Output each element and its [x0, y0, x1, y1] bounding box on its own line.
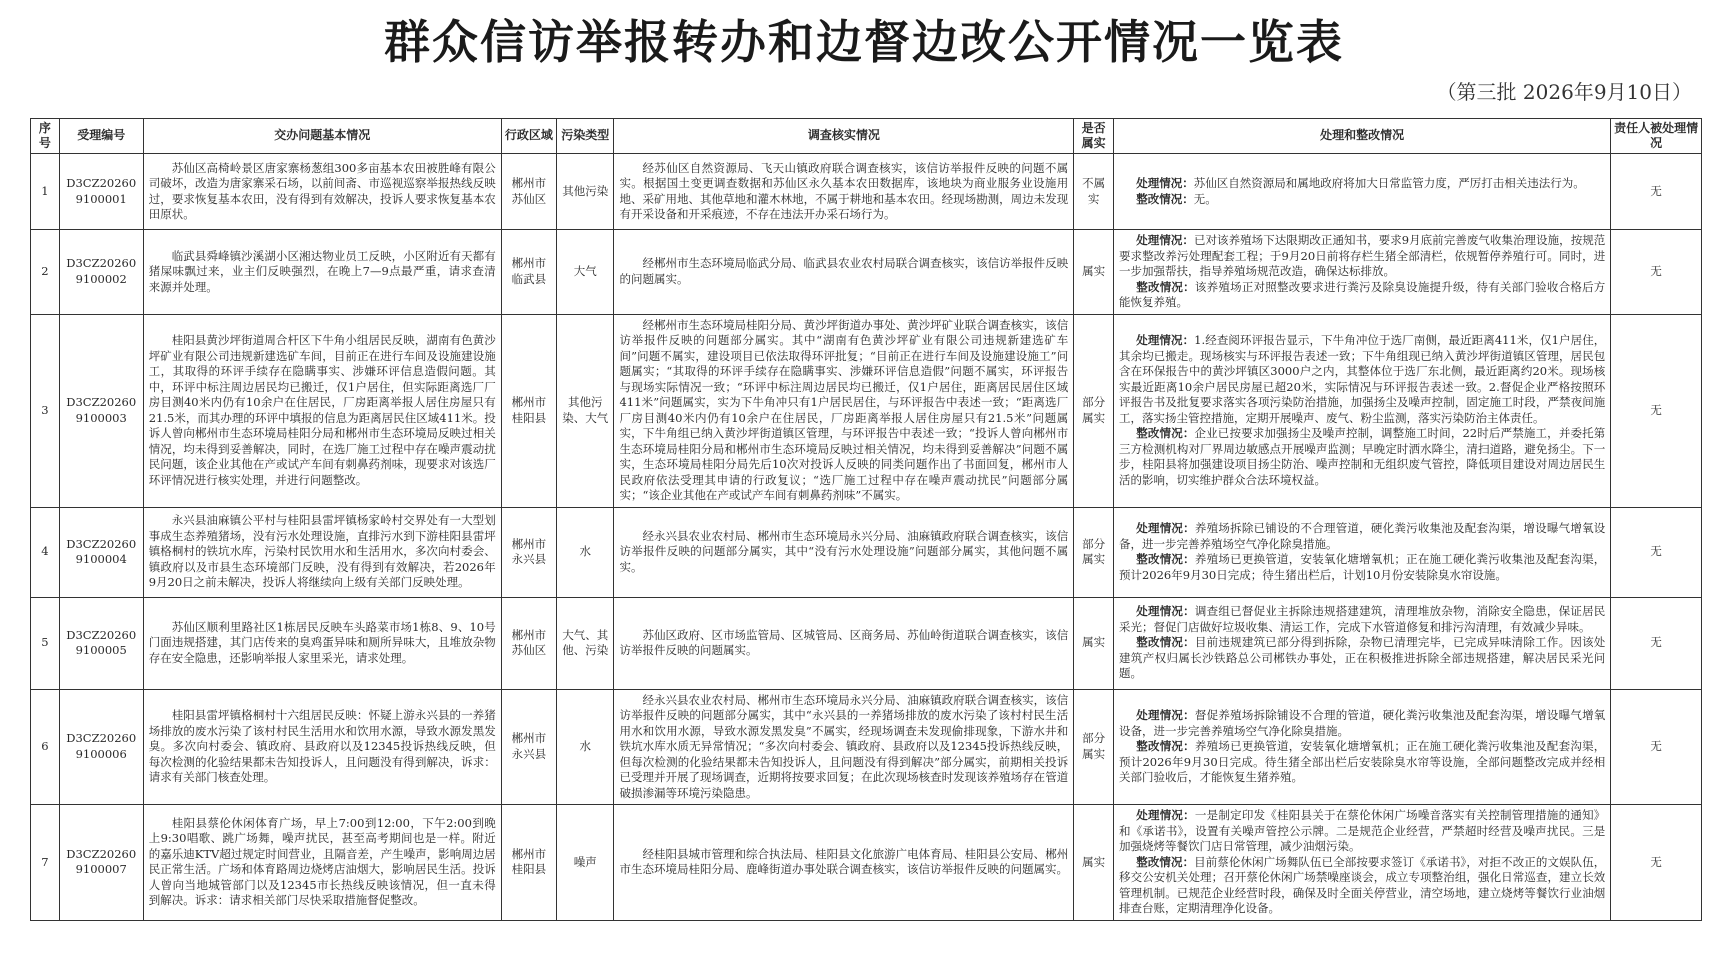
row-code: D3CZ202609100006	[59, 689, 143, 805]
row-pollution: 其他污染、大气	[557, 314, 614, 507]
rectify-label: 整改情况：	[1136, 426, 1195, 440]
row-pollution: 大气	[557, 230, 614, 315]
row-handling	[1113, 314, 1610, 507]
row-seq: 2	[31, 230, 60, 315]
handling-text: 1.经查阅环评报告显示，下牛角冲位于选厂南侧，最近距离411米，仅1户居住，其余均已搬走。现场核实与环评报告表述一致；下牛角组现已纳入黄沙坪街道镇区管理，居民包含在环保报告中的黄沙坪镇区3000户之内，其整体位于选厂东北侧，最近距离约20米。现场核实最近距离10余户居民房屋已超20米，实际情况与环评报告表述一致。2.督促企业严格按照环评报告书及批复要求落实各项污染防治措施，加强扬尘及噪声控制，固定施工时段，严禁夜间施工，落实扬尘管控措施，定期开展噪声、废气、粉尘监测，落实污染防治主体责任。	[1118, 333, 1606, 425]
row-verified: 属实	[1074, 230, 1114, 315]
rectify-label: 整改情况：	[1136, 552, 1195, 566]
row-verified: 部分属实	[1074, 689, 1114, 805]
row-pollution: 水	[557, 507, 614, 597]
row-investigation: 经永兴县农业农村局、郴州市生态环境局永兴分局、油麻镇政府联合调查核实，该信访举报件反映的问题部分属实，其中“没有污水处理设施”问题部分属实，其他问题不属实。	[614, 507, 1074, 597]
rectify-label: 整改情况：	[1136, 279, 1195, 294]
row-district: 郴州市桂阳县	[501, 805, 556, 921]
row-responsible: 无	[1611, 314, 1702, 507]
row-seq: 3	[31, 314, 60, 507]
row-district: 郴州市永兴县	[501, 507, 556, 597]
table-row	[31, 805, 1702, 921]
rectify-text: 目前违规建筑已部分得到拆除，杂物已清理完毕，已完成异味清除工作。因该处建筑产权归属长沙铁路总公司郴铁办事处，正在积极推进拆除全部违规搭建，解决居民采光问题。	[1118, 635, 1606, 681]
header-code: 受理编号	[59, 119, 143, 154]
row-pollution: 大气、其他、污染	[557, 597, 614, 689]
row-seq: 1	[31, 154, 60, 230]
header-pollution: 污染类型	[557, 119, 614, 154]
row-problem: 桂阳县蔡伦休闲体育广场，早上7:00到12:00，下午2:00到晚上9:30唱歌、跳广场舞，噪声扰民，甚至高考期间也是一样。附近的嘉乐迪KTV超过规定时间营业，且隔音差，产生噪声，影响周边居民正常生活。广场和体育路周边烧烤店油烟大，影响居民生活。投诉人曾向当地城管部门以及12345市长热线反映该情况，但一直未得到解决。诉求：请求相关部门尽快采取措施督促整改。	[143, 805, 501, 921]
rectify-text: 企业已按要求加强扬尘及噪声控制，调整施工时间，22时后严禁施工，并委托第三方检测机构对厂界周边敏感点开展噪声监测；早晚定时洒水降尘，清扫道路，避免扬尘。下一步，桂阳县将加强建设项目扬尘防治、噪声控制和无组织废气管控，降低项目建设对周边居民生活的影响，切实维护群众合法环境权益。	[1118, 426, 1606, 487]
row-pollution: 水	[557, 689, 614, 805]
row-handling	[1113, 507, 1610, 597]
row-code: D3CZ202609100003	[59, 314, 143, 507]
row-verified: 属实	[1074, 805, 1114, 921]
handling-label: 处理情况：	[1136, 333, 1195, 347]
row-responsible: 无	[1611, 230, 1702, 315]
header-seq: 序号	[31, 119, 60, 154]
header-responsible: 责任人被处理情况	[1611, 119, 1702, 154]
row-investigation: 经永兴县农业农村局、郴州市生态环境局永兴分局、油麻镇政府联合调查核实，该信访举报件反映的问题部分属实，其中“永兴县的一养猪场排放的废水污染了该村村民生活用水和饮用水源，导致水源发黑发臭”不属实，经现场调查未发现偷排现象，下游水井和铁坑水库水质无异常情况；“多次向村委会、镇政府、县政府以及12345投诉热线反映，但每次检测的化验结果都未告知投诉人，且问题没有得到解决”部分属实，前期相关投诉已受理并开展了现场调查，近期将按要求回复；在此次现场核查时发现该养殖场存在管道破损渗漏等环境污染隐患。	[614, 689, 1074, 805]
rectify-text: 无。	[1193, 191, 1217, 206]
handling-text: 苏仙区自然资源局和属地政府将加大日常监管力度，严厉打击相关违法行为。	[1193, 176, 1585, 190]
handling-label: 处理情况：	[1136, 808, 1195, 822]
row-code: D3CZ202609100007	[59, 805, 143, 921]
row-problem: 苏仙区顺利里路社区1栋居民反映车头路菜市场1栋8、9、10号门面违规搭建，其门店传来的臭鸡蛋异味和厕所异味大，且堆放杂物存在安全隐患，还影响举报人家里采光，请求处理。	[143, 597, 501, 689]
row-district: 郴州市苏仙区	[501, 154, 556, 230]
row-pollution: 其他污染	[557, 154, 614, 230]
row-verified: 属实	[1074, 597, 1114, 689]
row-seq: 7	[31, 805, 60, 921]
row-investigation: 经郴州市生态环境局桂阳分局、黄沙坪街道办事处、黄沙坪矿业联合调查核实，该信访举报件反映的问题部分属实。其中“湖南有色黄沙坪矿业有限公司违规新建选矿车间”问题不属实，建设项目已依法取得环评批复；“目前正在进行车间及设施建设施工”问题属实；“其取得的环评手续存在隐瞒事实、涉嫌环评信息造假”问题不属实，环评报告与现场实际情况一致；“环评中标注周边居民均已搬迁，仅1户居住，距离居民居住区域411米”问题属实，实为下牛角冲只有1户居民居住，与环评报告中表述一致；“距离选厂厂房目测40米内仍有10余户在住居民，厂房距离举报人居住房屋只有21.5米”问题属实，下牛角组已纳入黄沙坪街道镇区管理，与环评报告中表述一致；“投诉人曾向郴州市生态环境局桂阳分局和郴州市生态环境局反映过相关情况，均未得到妥善解决”问题不属实，生态环境局桂阳分局先后10次对投诉人反映的同类问题作出了书面回复，郴州市人民政府依法受理其申请的行政复议；“选厂施工过程中存在噪声震动扰民”问题部分属实；“该企业其他在产或试产车间有刺鼻药剂味”不属实。	[614, 314, 1074, 507]
row-responsible: 无	[1611, 689, 1702, 805]
row-code: D3CZ202609100004	[59, 507, 143, 597]
rectify-label: 整改情况：	[1136, 635, 1195, 650]
handling-text: 已对该养殖场下达限期改正通知书，要求9月底前完善废气收集治理设施，按规范要求整改养污处理配套工程；于9月20日前将存栏生猪全部清栏，依规暂停养殖行可。同时，进一步加强帮扶，指导养殖场规范改造，确保达标排放。	[1118, 233, 1606, 278]
row-handling	[1113, 805, 1610, 921]
table-row	[31, 230, 1702, 315]
rectify-label: 整改情况：	[1136, 739, 1195, 753]
handling-label: 处理情况：	[1136, 521, 1195, 535]
rectify-text: 养殖场已更换管道，安装氧化塘增氧机；正在施工硬化粪污收集池及配套沟渠，预计2026年9月30日完成。待生猪全部出栏后安装除臭水帘等设施，全部问题整改完成并经相关部门验收后，才能恢复生猪养殖。	[1118, 739, 1606, 784]
row-problem: 桂阳县黄沙坪街道周合杆区下牛角小组居民反映，湖南有色黄沙坪矿业有限公司违规新建选矿车间，目前正在进行车间及设施建设施工，其取得的环评手续存在隐瞒事实、涉嫌环评信息造假问题。其中，环评中标注周边居民均已搬迁，仅1户居住，但实际距离选厂厂房目测40米内仍有10余户在住居民，厂房距离举报人居住房屋只有21.5米，而其办理的环评中填报的信息为距离居民住区域411米。投诉人曾向郴州市生态环境局桂阳分局和郴州市生态环境局反映过相关情况，均未得到妥善解决，同时，在选厂施工过程中存在噪声震动扰民问题，该企业其他在产或试产车间有刺鼻药剂味，现要求对该选厂环评情况进行核实处理，并进行问题整改。	[143, 314, 501, 507]
handling-label: 处理情况：	[1136, 708, 1195, 722]
row-investigation: 经郴州市生态环境局临武分局、临武县农业农村局联合调查核实，该信访举报件反映的问题属实。	[614, 230, 1074, 315]
rectify-text: 目前蔡伦休闲广场舞队伍已全部按要求签订《承诺书》，对拒不改正的文娱队伍，移交公安机关处理；召开蔡伦休闲广场禁噪座谈会，成立专项整治组，强化日常巡查，建立长效管理机制。已规范企业经营时段，确保及时全面关停营业，清空场地，建立烧烤等餐饮行业油烟排查台账，定期清理净化设备。	[1118, 854, 1606, 915]
rectify-text: 养殖场已更换管道，安装氧化塘增氧机；正在施工硬化粪污收集池及配套沟渠，预计2026年9月30日完成；待生猪出栏后，计划10月份安装除臭水帘设施。	[1118, 552, 1606, 582]
row-problem: 永兴县油麻镇公平村与桂阳县雷坪镇杨家岭村交界处有一大型划事成生态养殖猪场，没有污水处理设施，直排污水到下游桂阳县雷坪镇格桐村的铁坑水库，污染村民饮用水和生活用水，多次向村委会、镇政府以及市县生态环境部门反映，没有得到有效解决，若2026年9月20日之前未解决，投诉人将继续向上级有关部门反映处理。	[143, 507, 501, 597]
row-responsible: 无	[1611, 597, 1702, 689]
row-verified: 部分属实	[1074, 314, 1114, 507]
row-problem: 桂阳县雷坪镇格桐村十六组居民反映：怀疑上游永兴县的一养猪场排放的废水污染了该村村民生活用水和饮用水源，导致水源发黑发臭。多次向村委会、镇政府、县政府以及12345投诉热线反映，但每次检测的化验结果都未告知投诉人，且问题没有得到解决，诉求：请求有关部门核查处理。	[143, 689, 501, 805]
rectify-label: 整改情况：	[1136, 854, 1195, 869]
table-row	[31, 314, 1702, 507]
complaint-table	[30, 118, 1702, 921]
row-code: D3CZ202609100001	[59, 154, 143, 230]
row-responsible: 无	[1611, 507, 1702, 597]
table-row	[31, 154, 1702, 230]
row-problem: 临武县舜峰镇沙溪湖小区湘达物业员工反映，小区附近有天都有猪屎味飘过来，业主们反映强烈，在晚上7—9点最严重，请求查清来源并处理。	[143, 230, 501, 315]
row-code: D3CZ202609100005	[59, 597, 143, 689]
row-problem: 苏仙区高椅岭景区唐家寨杨葱组300多亩基本农田被胜峰有限公司破坏，改造为唐家寨采石场，以前间斋、市巡视巡察举报热线反映过，要求恢复基本农田，没有得到有效解决，投诉人要求恢复基本农田原状。	[143, 154, 501, 230]
header-district: 行政区域	[501, 119, 556, 154]
handling-label: 处理情况：	[1136, 233, 1194, 247]
row-code: D3CZ202609100002	[59, 230, 143, 315]
row-investigation: 经桂阳县城市管理和综合执法局、桂阳县文化旅游广电体育局、桂阳县公安局、郴州市生态环境局桂阳分局、鹿峰街道办事处联合调查核实，该信访举报件反映的问题属实。	[614, 805, 1074, 921]
header-handling: 处理和整改情况	[1113, 119, 1610, 154]
row-district: 郴州市临武县	[501, 230, 556, 315]
row-investigation: 经苏仙区自然资源局、飞天山镇政府联合调查核实，该信访举报件反映的问题不属实。根据国土变更调查数据和苏仙区永久基本农田数据库，该地块为商业服务业设施用地、采矿用地、其他草地和灌木林地，不属于耕地和基本农田。经现场勘测，周边未发现有开采设备和开采痕迹，不存在违法开办采石场行为。	[614, 154, 1074, 230]
row-responsible: 无	[1611, 805, 1702, 921]
header-problem: 交办问题基本情况	[143, 119, 501, 154]
row-verified: 部分属实	[1074, 507, 1114, 597]
page-title: 群众信访举报转办和边督边改公开情况一览表	[384, 15, 1344, 69]
row-investigation: 苏仙区政府、区市场监管局、区城管局、区商务局、苏仙岭街道联合调查核实，该信访举报件反映的问题属实。	[614, 597, 1074, 689]
rectify-text: 该养殖场正对照整改要求进行粪污及除臭设施提升级，待有关部门验收合格后方能恢复养殖。	[1118, 279, 1606, 309]
row-handling	[1113, 230, 1610, 315]
row-district: 郴州市苏仙区	[501, 597, 556, 689]
header-investigation: 调查核实情况	[614, 119, 1074, 154]
row-responsible: 无	[1611, 154, 1702, 230]
handling-text: 调查组已督促业主拆除违规搭建建筑，清理堆放杂物，消除安全隐患，保证居民采光；督促门店做好垃圾收集、清运工作，完成下水管道修复和排污沟清理，有效减少异味。	[1118, 604, 1606, 634]
row-seq: 6	[31, 689, 60, 805]
handling-text: 一是制定印发《桂阳县关于在蔡伦休闲广场噪音落实有关控制管理措施的通知》和《承诺书》，设置有关噪声管控公示牌。二是规范企业经营，严禁超时经营及噪声扰民。三是加强烧烤等餐饮门店日常管理，减少油烟污染。	[1118, 808, 1606, 853]
header-verified: 是否属实	[1074, 119, 1114, 154]
row-district: 郴州市桂阳县	[501, 314, 556, 507]
table-row	[31, 507, 1702, 597]
row-handling	[1113, 154, 1610, 230]
handling-text: 养殖场拆除已铺设的不合理管道，硬化粪污收集池及配套沟渠，增设曝气增氧设备，进一步完善养殖场空气净化除臭措施。	[1118, 521, 1606, 551]
handling-label: 处理情况：	[1136, 176, 1194, 190]
handling-label: 处理情况：	[1136, 604, 1195, 619]
table-row	[31, 597, 1702, 689]
batch-date: （第三批 2026年9月10日）	[1436, 80, 1692, 104]
row-verified: 不属实	[1074, 154, 1114, 230]
handling-text: 督促养殖场拆除铺设不合理的管道，硬化粪污收集池及配套沟渠，增设曝气增氧设备，进一步完善养殖场空气净化除臭措施。	[1118, 708, 1606, 738]
row-pollution: 噪声	[557, 805, 614, 921]
row-handling	[1113, 597, 1610, 689]
row-handling	[1113, 689, 1610, 805]
rectify-label: 整改情况：	[1136, 191, 1194, 206]
table-row	[31, 689, 1702, 805]
row-seq: 5	[31, 597, 60, 689]
row-seq: 4	[31, 507, 60, 597]
header-row	[31, 119, 1702, 154]
row-district: 郴州市永兴县	[501, 689, 556, 805]
